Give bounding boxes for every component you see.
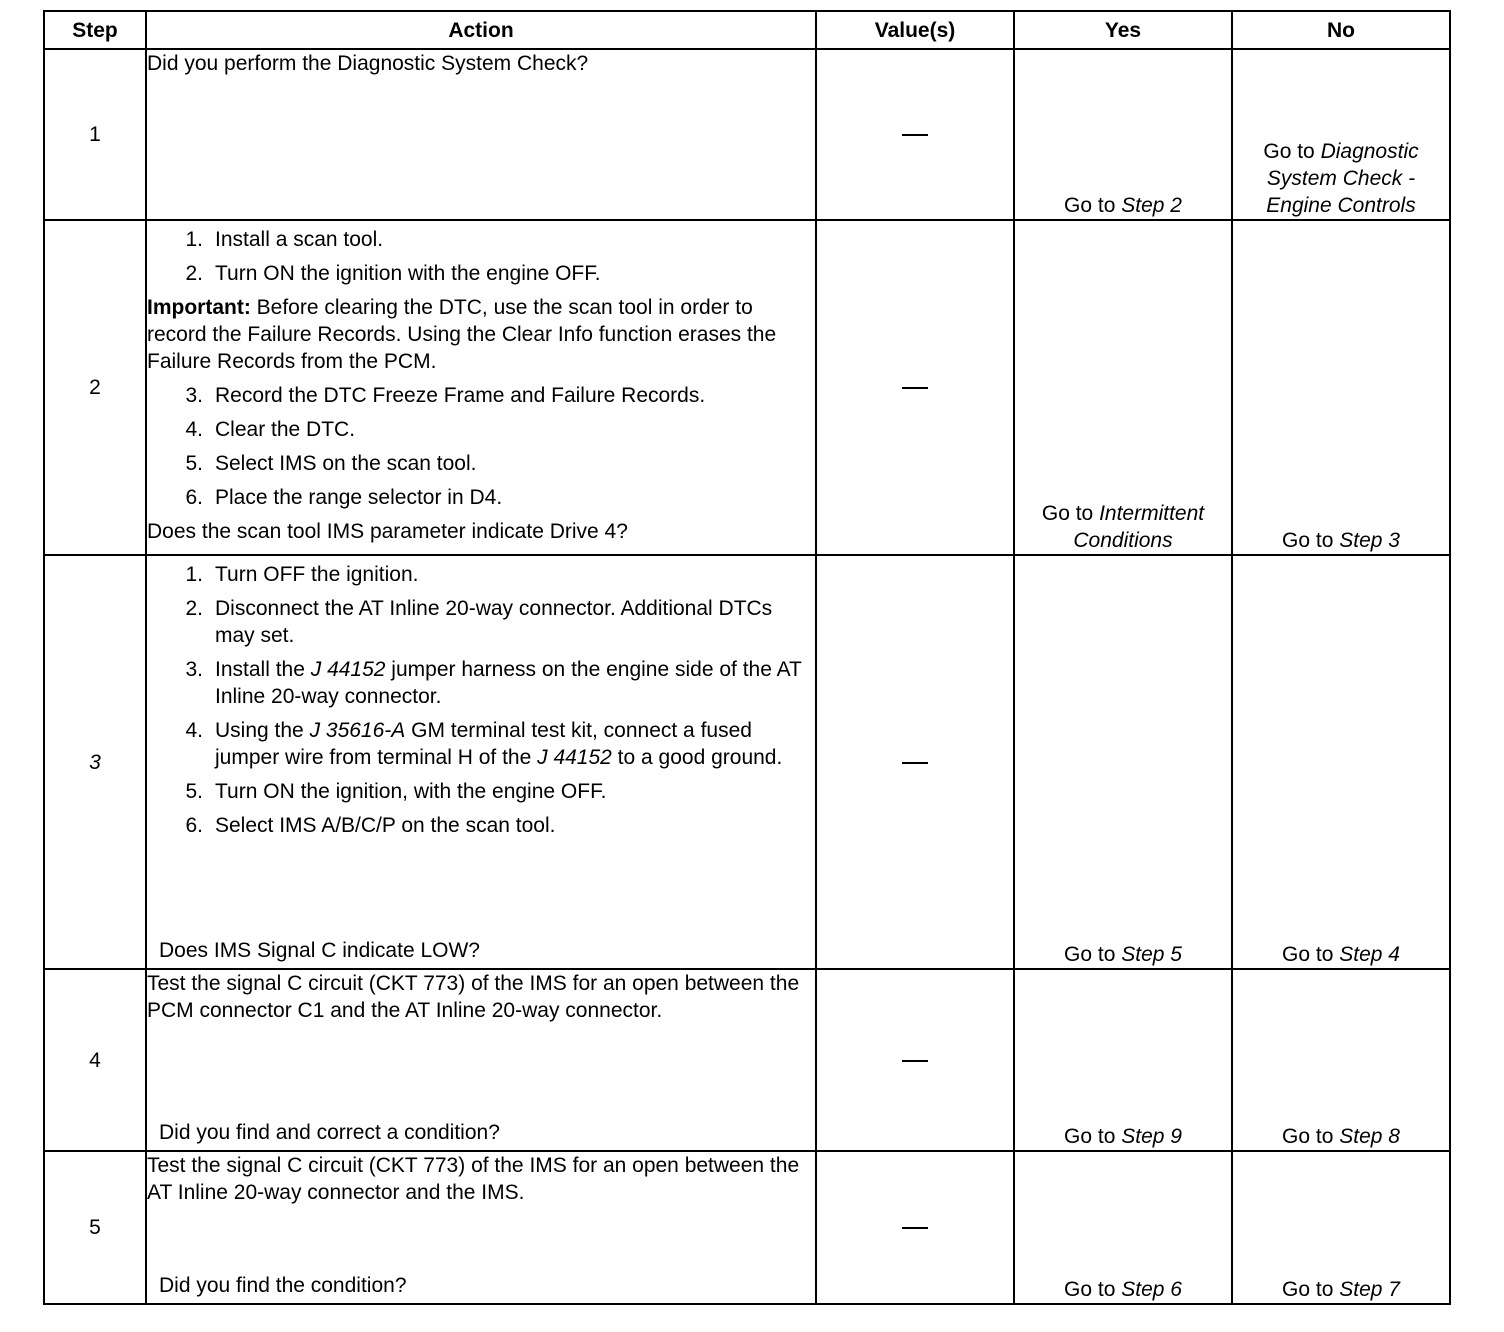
item-number: 5. bbox=[185, 780, 203, 803]
table-row bbox=[44, 1151, 1450, 1304]
no-prefix: Go to bbox=[1282, 1278, 1340, 1301]
list-item bbox=[147, 595, 815, 649]
yes-cell bbox=[1014, 220, 1232, 555]
item-text: Disconnect the AT Inline 20-way connector. Additional DTCs may set. bbox=[215, 597, 773, 647]
table-row bbox=[44, 969, 1450, 1151]
item-text: Select IMS A/B/C/P on the scan tool. bbox=[215, 814, 556, 837]
action-cell bbox=[146, 555, 816, 969]
list-item bbox=[147, 656, 815, 710]
yes-link[interactable]: Step 5 bbox=[1121, 943, 1182, 966]
yes-cell bbox=[1014, 1151, 1232, 1304]
item-number: 4. bbox=[185, 418, 203, 441]
dash-mark bbox=[902, 387, 928, 389]
no-link[interactable]: Step 4 bbox=[1339, 943, 1400, 966]
no-cell bbox=[1232, 1151, 1450, 1304]
no-prefix: Go to bbox=[1282, 943, 1340, 966]
action-cell bbox=[146, 220, 816, 555]
step-list bbox=[147, 561, 815, 839]
list-item bbox=[147, 226, 815, 253]
dash-mark bbox=[902, 1227, 928, 1229]
action-question: Did you perform the Diagnostic System Check? bbox=[147, 52, 589, 75]
header-step: Step bbox=[44, 11, 146, 49]
item-text bbox=[215, 717, 815, 771]
list-item bbox=[147, 812, 815, 839]
item-text: Place the range selector in D4. bbox=[215, 486, 503, 509]
item-text-part: to a good ground. bbox=[611, 746, 783, 769]
important-label: Important: bbox=[147, 296, 251, 319]
yes-link[interactable]: Step 2 bbox=[1121, 194, 1182, 217]
list-item bbox=[147, 717, 815, 771]
step-number: 4 bbox=[44, 969, 146, 1151]
item-number: 2. bbox=[185, 262, 203, 285]
item-text-part: jumper harness on the engine side of the AT Inline 20-way connector. bbox=[215, 658, 802, 708]
action-text: Test the signal C circuit (CKT 773) of the IMS for an open between the AT Inline 20-way connector and the IMS. bbox=[147, 1154, 800, 1204]
no-cell bbox=[1232, 220, 1450, 555]
item-text: Turn ON the ignition with the engine OFF. bbox=[215, 262, 601, 285]
header-no: No bbox=[1232, 11, 1450, 49]
step-list bbox=[147, 226, 815, 287]
item-text: Select IMS on the scan tool. bbox=[215, 452, 477, 475]
yes-link[interactable]: Step 9 bbox=[1121, 1125, 1182, 1148]
dash-mark bbox=[902, 762, 928, 764]
item-number: 5. bbox=[185, 452, 203, 475]
header-yes: Yes bbox=[1014, 11, 1232, 49]
item-text-part: GM terminal test kit, connect a fused jumper wire from terminal H of the bbox=[215, 719, 752, 769]
header-action: Action bbox=[146, 11, 816, 49]
action-question: Does the scan tool IMS parameter indicate Drive 4? bbox=[147, 520, 628, 543]
item-text: Install a scan tool. bbox=[215, 228, 384, 251]
item-text: Turn OFF the ignition. bbox=[215, 563, 419, 586]
yes-link[interactable]: Intermittent Conditions bbox=[1073, 502, 1205, 552]
step-list bbox=[147, 382, 815, 511]
step-number: 5 bbox=[44, 1151, 146, 1304]
diagnostic-table bbox=[43, 10, 1451, 1305]
item-number: 1. bbox=[185, 228, 203, 251]
table-row bbox=[44, 220, 1450, 555]
dash-mark bbox=[902, 134, 928, 136]
item-number: 2. bbox=[185, 597, 203, 620]
action-cell bbox=[146, 969, 816, 1151]
step-number: 1 bbox=[44, 49, 146, 220]
item-number: 6. bbox=[185, 814, 203, 837]
item-text: Record the DTC Freeze Frame and Failure Records. bbox=[215, 384, 706, 407]
action-question: Did you find and correct a condition? bbox=[159, 1121, 500, 1144]
yes-prefix: Go to bbox=[1064, 943, 1122, 966]
no-link[interactable]: Diagnostic System Check - Engine Controls bbox=[1266, 140, 1419, 217]
no-link[interactable]: Step 7 bbox=[1339, 1278, 1400, 1301]
item-text: Clear the DTC. bbox=[215, 418, 356, 441]
header-row bbox=[44, 11, 1450, 49]
yes-cell bbox=[1014, 49, 1232, 220]
item-number: 3. bbox=[185, 384, 203, 407]
list-item bbox=[147, 484, 815, 511]
no-prefix: Go to bbox=[1282, 1125, 1340, 1148]
no-link[interactable]: Step 3 bbox=[1339, 529, 1400, 552]
tool-reference: J 35616-A bbox=[309, 719, 406, 742]
action-question: Did you find the condition? bbox=[159, 1274, 407, 1297]
header-values: Value(s) bbox=[816, 11, 1014, 49]
no-cell bbox=[1232, 49, 1450, 220]
yes-prefix: Go to bbox=[1064, 194, 1122, 217]
tool-reference: J 44152 bbox=[537, 746, 612, 769]
important-note bbox=[147, 294, 815, 375]
no-link[interactable]: Step 8 bbox=[1339, 1125, 1400, 1148]
item-number: 3. bbox=[185, 658, 203, 681]
step-number: 3 bbox=[44, 555, 146, 969]
value-cell bbox=[816, 49, 1014, 220]
action-text: Test the signal C circuit (CKT 773) of the IMS for an open between the PCM connector C1 and the AT Inline 20-way connector. bbox=[147, 972, 800, 1022]
important-text: Before clearing the DTC, use the scan tool in order to record the Failure Records. Using the Clear Info function erases the Failure Records from the PCM. bbox=[147, 296, 777, 373]
no-cell bbox=[1232, 555, 1450, 969]
value-cell bbox=[816, 555, 1014, 969]
yes-cell bbox=[1014, 969, 1232, 1151]
yes-prefix: Go to bbox=[1041, 502, 1100, 525]
item-number: 4. bbox=[185, 719, 203, 742]
item-text bbox=[215, 656, 815, 710]
item-text-part: Install the bbox=[215, 658, 311, 681]
yes-link[interactable]: Step 6 bbox=[1121, 1278, 1182, 1301]
yes-prefix: Go to bbox=[1064, 1125, 1122, 1148]
tool-reference: J 44152 bbox=[310, 658, 386, 681]
list-item bbox=[147, 382, 815, 409]
value-cell bbox=[816, 969, 1014, 1151]
dash-mark bbox=[902, 1060, 928, 1062]
list-item bbox=[147, 260, 815, 287]
action-question: Does IMS Signal C indicate LOW? bbox=[159, 939, 480, 962]
item-number: 6. bbox=[185, 486, 203, 509]
value-cell bbox=[816, 1151, 1014, 1304]
no-prefix: Go to bbox=[1263, 140, 1321, 163]
no-prefix: Go to bbox=[1282, 529, 1340, 552]
value-cell bbox=[816, 220, 1014, 555]
table-row bbox=[44, 49, 1450, 220]
item-text: Turn ON the ignition, with the engine OFF. bbox=[215, 780, 607, 803]
yes-prefix: Go to bbox=[1064, 1278, 1122, 1301]
item-number: 1. bbox=[185, 563, 203, 586]
list-item bbox=[147, 450, 815, 477]
table-row bbox=[44, 555, 1450, 969]
list-item bbox=[147, 778, 815, 805]
step-number: 2 bbox=[44, 220, 146, 555]
no-cell bbox=[1232, 969, 1450, 1151]
list-item bbox=[147, 561, 815, 588]
action-cell bbox=[146, 1151, 816, 1304]
item-text-part: Using the bbox=[215, 719, 310, 742]
action-cell bbox=[146, 49, 816, 220]
yes-cell bbox=[1014, 555, 1232, 969]
list-item bbox=[147, 416, 815, 443]
